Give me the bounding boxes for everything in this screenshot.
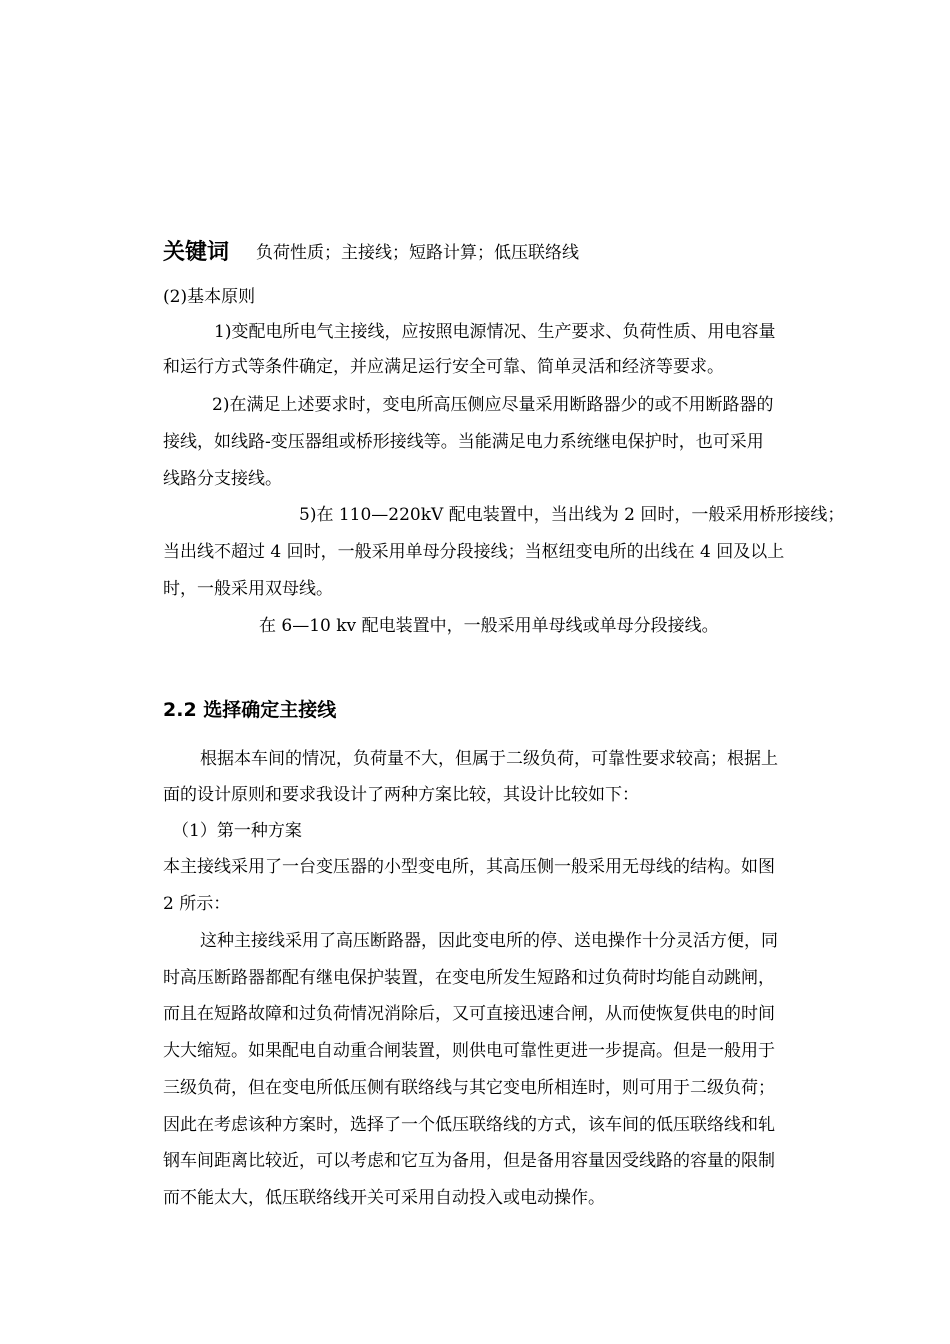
principle-3-line-1: 5)在 110—220kV 配电装置中，当出线为 2 回时，一般采用桥形接线；	[299, 505, 845, 525]
intro-line-2: 面的设计原则和要求我设计了两种方案比较，其设计比较如下：	[163, 785, 639, 805]
principle-1-line-1: 1)变配电所电气主接线，应按照电源情况、生产要求、负荷性质、用电容量	[214, 322, 776, 342]
principle-1-line-2: 和运行方式等条件确定，并应满足运行安全可靠、简单灵活和经济等要求。	[163, 357, 724, 377]
keywords-text: 负荷性质；主接线；短路计算；低压联络线	[256, 243, 579, 263]
scheme-1-para-2-line-8: 而不能太大，低压联络线开关可采用自动投入或电动操作。	[163, 1188, 605, 1208]
scheme-1-para-2-line-7: 钢车间距离比较近，可以考虑和它互为备用，但是备用容量因受线路的容量的限制	[163, 1151, 775, 1171]
principles-title: (2)基本原则	[163, 287, 256, 307]
keywords-label: 关键词	[163, 239, 230, 265]
principle-3-line-3: 时，一般采用双母线。	[163, 579, 333, 599]
intro-line-1: 根据本车间的情况，负荷量不大，但属于二级负荷，可靠性要求较高；根据上	[200, 749, 778, 769]
scheme-1-para-1-line-1: 本主接线采用了一台变压器的小型变电所，其高压侧一般采用无母线的结构。如图	[163, 857, 775, 877]
scheme-1-para-2-line-6: 因此在考虑该种方案时，选择了一个低压联络线的方式，该车间的低压联络线和轧	[163, 1115, 775, 1135]
principle-2-line-1: 2)在满足上述要求时，变电所高压侧应尽量采用断路器少的或不用断路器的	[212, 395, 774, 415]
scheme-1-para-2-line-2: 时高压断路器都配有继电保护装置，在变电所发生短路和过负荷时均能自动跳闸，	[163, 968, 775, 988]
scheme-1-para-2-line-1: 这种主接线采用了高压断路器，因此变电所的停、送电操作十分灵活方便，同	[200, 931, 778, 951]
principle-3-line-2: 当出线不超过 4 回时，一般采用单母分段接线；当枢纽变电所的出线在 4 回及以上	[163, 542, 785, 562]
scheme-1-para-2-line-3: 而且在短路故障和过负荷情况消除后，又可直接迅速合闸，从而使恢复供电的时间	[163, 1004, 775, 1024]
principle-2-line-3: 线路分支接线。	[163, 469, 282, 489]
principle-4-line-1: 在 6—10 kv 配电装置中，一般采用单母线或单母分段接线。	[259, 616, 719, 636]
scheme-1-para-1-line-2: 2 所示：	[163, 894, 231, 914]
section-heading: 2.2 选择确定主接线	[163, 699, 337, 721]
principle-2-line-2: 接线，如线路-变压器组或桥形接线等。当能满足电力系统继电保护时，也可采用	[163, 432, 764, 452]
scheme-1-para-2-line-5: 三级负荷，但在变电所低压侧有联络线与其它变电所相连时，则可用于二级负荷；	[163, 1078, 775, 1098]
scheme-1-title: （1）第一种方案	[172, 821, 302, 841]
scheme-1-para-2-line-4: 大大缩短。如果配电自动重合闸装置，则供电可靠性更进一步提高。但是一般用于	[163, 1041, 775, 1061]
